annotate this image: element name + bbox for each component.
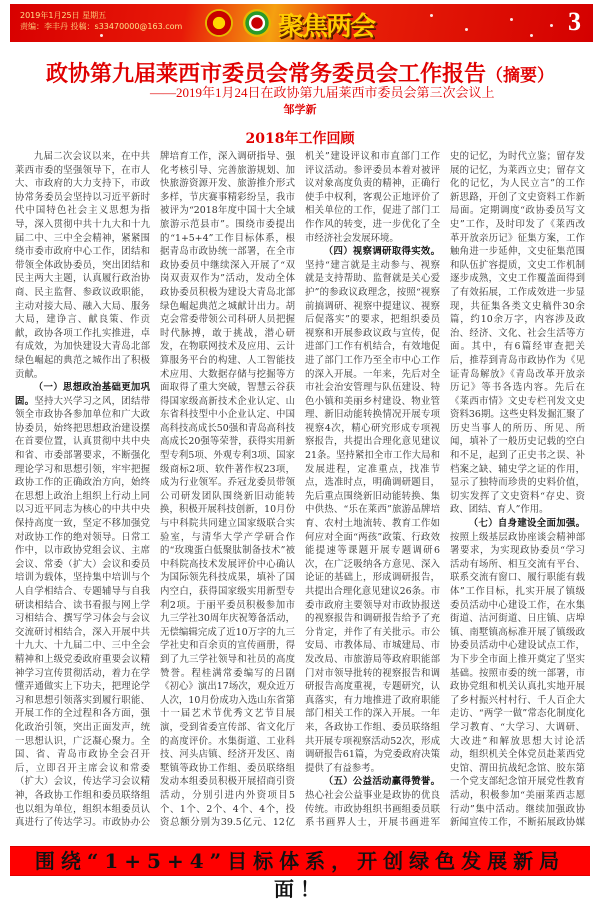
paragraph-heading: （五）公益活动赢得赞誉。 [323, 776, 440, 788]
page-number: 3 [568, 7, 581, 36]
text-column [160, 150, 295, 830]
article-author: 邹学新 [283, 103, 317, 116]
national-emblem-icon [205, 9, 233, 37]
article-body [15, 150, 585, 830]
paragraph [160, 150, 295, 830]
article-title-suffix: （摘要） [486, 66, 554, 86]
article-title-main: 政协第九届莱西市委员会常务委员会工作报告 [45, 61, 486, 87]
numbered-paragraph [15, 381, 150, 830]
paragraph-text: 九届二次会议以来，在中共莱西市委的坚强领导下，在市人大、市政府的大力支持下，市政协常务委员会坚持以习近平新时代中国特色社会主义思想为指导，深入贯彻中共十九大和十九届二中、三中全会精神，紧紧围绕市委市政府中心工作，团结和带领全体政协委员，突出团结和民主两大主题，认真履行政治协商、民主监督、参政议政职能，主动对接大局、融入大局、服务大局，建诤言、献良策、作贡献，政协各项工作扎实推进，卓有成效，为加快建设大青岛北部绿色崛起的典范之城作出了积极贡献。 [15, 151, 150, 380]
paragraph-text: 牌培育工作，深入调研指导、强化考核引导、完善旅游规划、加快旅游资源开发、旅游推介形式多样，节庆赛事精彩纷呈，我市被评为“2018年度中国十大全域旅游示范县市”。围绕市委提出的“1+5+4”工作目标体系，根据青岛市政协统一部署，在全市政协委员中继续深入开展了“双岗双责双作为”活动，发动全体政协委员积极为建设大青岛北部绿色崛起典范之城献计出力。胡克会常委带领公司科研人员把握时代脉搏，敢于挑战，潜心研发，在物联网技术及应用、云计算服务平台的构建、人工智能技术应用、大数据存储与挖掘等方面取得了重大突破，智慧云谷获得国家级高新技术企业认定、山东省科技型中小企业认定、中国高科技高成长50强和青岛高科技高成长20强等荣誉，获得实用新型专利5项、外观专利3项、国家级商标2项、软件著作权23项，成为行业领军。乔冠龙委员带领公司研发团队围绕新旧动能转换，积极开展科技创新，10月份与中科院共同建立国家级联合实验室，与清华大学产学研合作的“玫瑰蛋白低聚肽制备技术”被中科院高技术发展评价中心确认为国际领先科技成果，填补了国内空白，获得国家级实用新型专利2项。于丽平委员积极参加市九三学社30周年庆祝筹备活动，无偿编辑完成了近10万字的九三学社史和百余页的宣传画册，得到了九三学社领导和社员的高度赞誉。程桂满常委编写的吕剧《初心》演出17场次，观众近万人次，10月份成功入选山东省第十一届艺术节优秀文艺节目展演，受到省委宣传部、省文化厅的高度评价。水集街道、工业科技、河头店镇、经济开发区、南墅镇等政协工作组、委员联络组发动本组委员积极开展招商引资活动，分别引进内外资项目5个、1个、2个、4个、4个，投资总额分别为39.5亿元、12亿 [160, 151, 295, 829]
paragraph [305, 150, 440, 245]
article-subtitle: ——2019年1月24日在政协第九届莱西市委员会第三次会议上 [150, 85, 495, 100]
paragraph-text: 机关”建设评议和市直部门工作评议活动。参评委员本着对被评议对象高度负责的精神，正确行使手中权利，客观公正地评价了相关单位的工作，促进了部门工作作风的转变，进一步优化了全市经济社会发展环境。 [305, 151, 440, 244]
masthead-banner [10, 4, 593, 42]
text-column [305, 150, 440, 830]
paragraph-heading: （四）视察调研取得实效。 [323, 246, 440, 258]
slogan-banner: 围绕“1+5+4”目标体系，开创绿色发展新局面！ [10, 846, 590, 876]
paragraph-heading: （一）思想政治基础更加巩固。 [15, 382, 150, 407]
paragraph-heading: （七）自身建设全面加强。 [468, 518, 585, 530]
paragraph-text: 坚持“建言就是主动参与、视察就是支持帮助、监督就是关心爱护”的参政议政理念，按照“视察前搞调研、视察中提建议、视察后促落实”的要求，把组织委员视察和开展参政议政与宣传，促进部门工作有机结合，有效地促进了部门工作乃至全市中心工作的深入开展。一年来，先后对全市社会治安管理与队伍建设、特色小镇和美丽乡村建设、物业管理、新旧动能转换情况开展专项视察4次，精心研究形成专项视察报告，共提出合理化意见建议21条。坚持紧扣全市工作大局和发展进程，定准重点，找准节点，选准时点，明确调研题目，先后重点围绕新旧动能转换、集中供热、“乐在莱西”旅游品牌培育、农村土地流转、教育工作如何应对全面“两孩”政策、行政效能提速等课题开展专题调研6次，在广泛吸纳各方意见、深入论证的基础上，形成调研报告，共提出合理化意见建议26条。市委市政府主要领导对市政协报送的视察报告和调研报告给予了充分肯定，并作了有关批示。市公安局、市教体局、市城建局、市发改局、市旅游局等政府职能部门对市领导批转的视察报告和调研报告高度重视，专题研究，认真落实，有力地推进了政府职能部门相关工作的深入开展。一年来，各政协工作组、委员联络组共开展专项视察活动52次，形成调研报告61篇，为党委政府决策提供了有益参考。 [305, 259, 440, 774]
section-heading: 2018年工作回顾 [245, 131, 355, 147]
paragraph-text: 按照上级基层政协座谈会精神部署要求，为实现政协委员“学习活动有场所、相互交流有平台、联系交流有窗口、履行职能有载体”工作目标，扎实开展了镇级委员活动中心建设工作，在水集街道、沽河街道、日庄镇、店埠镇、南墅镇高标准开展了镇级政协委员活动中心建设试点工作，为下步全市面上推开奠定了坚实基础。按照市委的统一部署，市政协党组和机关认真扎实地开展了乡村振兴村村行、千人百企大走访、“两学一做”常态化制度化学习教育、“大学习、大调研、大改进”和解放思想大讨论活动，组织机关全体党员赴莱西党史馆、渭田抗战纪念馆、胶东第一个党支部纪念馆开展党性教育活动，积极参加“美丽莱西志愿行动”集中活动。继续加强政协新闻宣传工作，不断拓展政协媒 [450, 531, 585, 829]
paragraph-text: 热心社会公益事业是政协的优良传统。市政协组织书画组委员联系书画界人士，开展书画进军 [305, 789, 440, 829]
paragraph-text: 史的记忆，为时代立鉴；留存发展的记忆，为莱西立史；留存文化的记忆，为人民立言”的工作新思路，开创了文史资料工作新局面。定期调度“政协委员写文史”工作，及时印发了《莱西改革开放亲历记》征集方案，工作触角进一步延伸，文史征集范围和队伍扩容提质，文史工作机制逐步成熟，文史工作覆盖面得到了有效拓展，工作成效进一步显现，共征集各类文史稿件30余篇，约10余万字，内容涉及政治、经济、文化、社会生活等方面。其中，有6篇经审查把关后，推荐到青岛市政协作为《见证青岛解放》《青岛改革开放亲历记》等书各选内容。先后在《莱西市情》文史专栏刊发文史资料36期。这些史料发掘汇聚了历史当事人的所历、所见、所闻，填补了一般历史记载的空白和不足，起到了正史书之误、补档案之缺、辅史学之证的作用，显示了独特而珍贵的史料价值，切实发挥了文史资料“存史、资政、团结、育人”作用。 [450, 151, 585, 516]
masthead-meta [20, 10, 182, 32]
numbered-paragraph [450, 517, 585, 830]
paragraph [15, 150, 150, 381]
paragraph [450, 150, 585, 517]
paragraph-text: 坚持大兴学习之风，团结带领全市政协各参加单位和广大政协委员，始终把思想政治建设摆在首要位置，认真贯彻中共中央和省、市委部署要求，不断强化理论学习和思想引领，牢牢把握政协工作的正确政治方向，始终在思想上政治上组织上行动上同以习近平同志为核心的中共中央保持高度一致，坚定不移加强党对政协工作的绝对领导。日常工作中，以市政协党组会议、主席会议、常委（扩大）会议和委员培训为载体，坚持集中培训与个人自学相结合、专题辅导与自我研读相结合、读书看报与网上学习相结合、撰写学习体会与会议交流研讨相结合，深入开展中共十九大、十九届二中、三中全会精神和上级党委政府重要会议精神学习宣传贯彻活动，着力在学懂弄通做实上下功夫，把理论学习和思想引领落实到履行职能、开展工作的全过程和各方面，强化政治引领，突出正面发声，统一思想认识，广泛凝心聚力。全国、省、青岛市政协全会召开后，立即召开主席会议和常委（扩大）会议，传达学习会议精神，各政协工作组和委员联络组也以组为单位，组织本组委员认真进行了传达学习。市政协办公 [15, 395, 150, 829]
text-column [15, 150, 150, 830]
numbered-paragraph [305, 775, 440, 830]
text-column [450, 150, 585, 830]
issue-date: 2019年1月25日 星期五 [20, 11, 107, 20]
editor-contact: 责编：李丰丹 投稿：s33470000@163.com [20, 22, 183, 31]
numbered-paragraph [305, 245, 440, 775]
section-brand-logo: 聚焦两会 [278, 12, 375, 42]
cppcc-emblem-icon [243, 9, 271, 37]
